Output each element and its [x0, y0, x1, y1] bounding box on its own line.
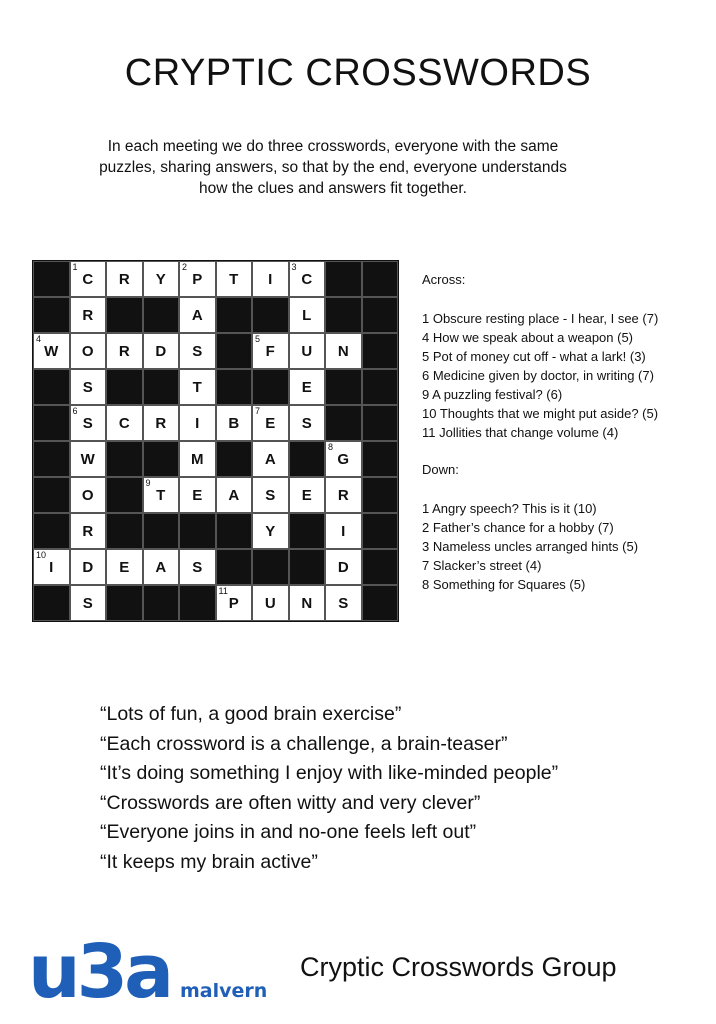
down-clue: 2 Father’s chance for a hobby (7) — [422, 520, 614, 535]
black-square — [252, 369, 289, 405]
cell-letter: S — [265, 486, 276, 504]
black-square — [362, 369, 399, 405]
cell-letter: F — [265, 342, 275, 360]
crossword-cell — [216, 261, 253, 297]
black-square — [325, 405, 362, 441]
black-square — [289, 513, 326, 549]
cell-letter: I — [341, 522, 346, 540]
black-square — [33, 405, 70, 441]
cell-letter: R — [155, 414, 167, 432]
black-square — [362, 441, 399, 477]
intro-line: puzzles, sharing answers, so that by the end, everyone understands — [99, 159, 567, 176]
cell-letter: U — [264, 594, 276, 612]
crossword-cell — [106, 549, 143, 585]
logo-subtitle: malvern — [180, 980, 268, 1002]
cell-letter: U — [301, 342, 313, 360]
crossword-cell — [70, 441, 107, 477]
cell-letter: E — [301, 486, 312, 504]
testimonial-quote: “It’s doing something I enjoy with like-minded people” — [100, 762, 559, 784]
black-square — [143, 585, 180, 621]
testimonial-quote: “Lots of fun, a good brain exercise” — [100, 703, 402, 725]
crossword-cell — [106, 333, 143, 369]
cell-letter: S — [82, 594, 93, 612]
testimonials — [100, 700, 680, 877]
cell-letter: S — [301, 414, 312, 432]
black-square — [33, 513, 70, 549]
cell-letter: W — [80, 450, 95, 468]
crossword-cell — [143, 549, 180, 585]
clue-number: 7 — [255, 406, 261, 416]
crossword-cell — [70, 369, 107, 405]
cell-letter: E — [119, 558, 130, 576]
crossword-cell — [70, 549, 107, 585]
crossword-cell — [216, 405, 253, 441]
crossword-cell — [216, 585, 253, 621]
down-clue-list — [422, 499, 712, 594]
down-clue: 3 Nameless uncles arranged hints (5) — [422, 539, 639, 554]
crossword-cell — [325, 513, 362, 549]
black-square — [106, 297, 143, 333]
clues-panel — [422, 270, 712, 594]
black-square — [143, 297, 180, 333]
crossword-cell — [179, 441, 216, 477]
black-square — [179, 513, 216, 549]
crossword-cell — [70, 297, 107, 333]
across-heading: Across: — [422, 272, 466, 287]
crossword-cell — [70, 585, 107, 621]
cell-letter: G — [337, 450, 350, 468]
cell-letter: R — [82, 522, 94, 540]
crossword-cell — [70, 333, 107, 369]
crossword-cell — [252, 513, 289, 549]
cell-letter: R — [118, 342, 130, 360]
across-clue: 6 Medicine given by doctor, in writing (7) — [422, 368, 654, 383]
cell-letter: M — [191, 450, 204, 468]
black-square — [362, 297, 399, 333]
black-square — [106, 369, 143, 405]
black-square — [362, 585, 399, 621]
black-square — [33, 297, 70, 333]
crossword-cell — [252, 477, 289, 513]
black-square — [106, 441, 143, 477]
black-square — [252, 549, 289, 585]
cell-letter: C — [82, 270, 94, 288]
black-square — [143, 441, 180, 477]
crossword-cell — [70, 513, 107, 549]
crossword-cell — [179, 549, 216, 585]
cell-letter: O — [81, 342, 94, 360]
black-square — [362, 333, 399, 369]
black-square — [362, 261, 399, 297]
cell-letter: O — [81, 486, 94, 504]
cell-letter: B — [228, 414, 240, 432]
crossword-cell — [289, 261, 326, 297]
black-square — [362, 513, 399, 549]
black-square — [33, 261, 70, 297]
crossword-cell — [252, 405, 289, 441]
cell-letter: E — [192, 486, 203, 504]
across-clue-list — [422, 309, 712, 442]
crossword-cell — [33, 333, 70, 369]
cell-letter: S — [338, 594, 349, 612]
black-square — [216, 369, 253, 405]
black-square — [325, 261, 362, 297]
intro-text — [40, 136, 626, 199]
crossword-cell — [252, 333, 289, 369]
down-clue: 7 Slacker’s street (4) — [422, 558, 542, 573]
cell-letter: T — [192, 378, 202, 396]
crossword-grid — [32, 260, 399, 622]
across-clue: 11 Jollities that change volume (4) — [422, 425, 619, 440]
black-square — [179, 585, 216, 621]
cell-letter: I — [268, 270, 273, 288]
crossword-cell — [289, 369, 326, 405]
crossword-cell — [179, 261, 216, 297]
black-square — [362, 477, 399, 513]
crossword-cell — [33, 549, 70, 585]
crossword-cell — [179, 477, 216, 513]
cell-letter: R — [118, 270, 130, 288]
crossword-cell — [252, 585, 289, 621]
clue-number: 1 — [72, 262, 78, 272]
crossword-cell — [179, 405, 216, 441]
u3a-logo — [28, 929, 278, 1015]
intro-line: how the clues and answers fit together. — [199, 180, 467, 197]
black-square — [362, 405, 399, 441]
across-clue: 9 A puzzling festival? (6) — [422, 387, 563, 402]
crossword-cell — [252, 261, 289, 297]
cell-letter: R — [337, 486, 349, 504]
black-square — [106, 585, 143, 621]
cell-letter: S — [82, 414, 93, 432]
down-heading: Down: — [422, 462, 459, 477]
across-clue: 1 Obscure resting place - I hear, I see (7) — [422, 311, 659, 326]
crossword-cell — [289, 405, 326, 441]
black-square — [216, 513, 253, 549]
black-square — [216, 549, 253, 585]
crossword-cell — [289, 333, 326, 369]
crossword-cell — [289, 297, 326, 333]
cell-letter: N — [301, 594, 313, 612]
black-square — [33, 585, 70, 621]
clue-number: 6 — [72, 406, 78, 416]
cell-letter: P — [192, 270, 203, 288]
crossword-cell — [179, 369, 216, 405]
across-clue: 4 How we speak about a weapon (5) — [422, 330, 634, 345]
crossword-cell — [179, 333, 216, 369]
crossword-cell — [70, 477, 107, 513]
cell-letter: C — [118, 414, 130, 432]
black-square — [289, 549, 326, 585]
cell-letter: A — [155, 558, 167, 576]
cell-letter: S — [192, 558, 203, 576]
black-square — [289, 441, 326, 477]
black-square — [143, 369, 180, 405]
cell-letter: S — [82, 378, 93, 396]
clue-number: 5 — [255, 334, 261, 344]
crossword-cell — [325, 441, 362, 477]
cell-letter: A — [191, 306, 203, 324]
down-clue: 8 Something for Squares (5) — [422, 577, 586, 592]
cell-letter: W — [44, 342, 59, 360]
black-square — [33, 441, 70, 477]
across-clue: 10 Thoughts that we might put aside? (5) — [422, 406, 659, 421]
black-square — [33, 477, 70, 513]
crossword-cell — [179, 297, 216, 333]
crossword-cell — [143, 477, 180, 513]
testimonial-quote: “Crosswords are often witty and very clever” — [100, 791, 481, 814]
crossword-cell — [143, 261, 180, 297]
crossword-cell — [70, 405, 107, 441]
cell-letter: E — [301, 378, 312, 396]
crossword-cell — [216, 477, 253, 513]
cell-letter: I — [49, 558, 54, 576]
cell-letter: N — [337, 342, 349, 360]
crossword-cell — [252, 441, 289, 477]
cell-letter: D — [155, 342, 167, 360]
black-square — [33, 369, 70, 405]
clue-number: 2 — [182, 262, 188, 272]
down-clue: 1 Angry speech? This is it (10) — [422, 501, 597, 516]
crossword-cell — [289, 477, 326, 513]
group-name: Cryptic Crosswords Group — [300, 952, 617, 982]
clue-number: 8 — [328, 442, 334, 452]
crossword-cell — [325, 585, 362, 621]
cell-letter: A — [228, 486, 240, 504]
crossword-cell — [143, 333, 180, 369]
clue-number: 3 — [291, 262, 297, 272]
cell-letter: T — [229, 270, 239, 288]
black-square — [216, 297, 253, 333]
black-square — [362, 549, 399, 585]
black-square — [325, 297, 362, 333]
cell-letter: I — [195, 414, 200, 432]
crossword-cell — [143, 405, 180, 441]
black-square — [216, 441, 253, 477]
cell-letter: L — [302, 306, 312, 324]
cell-letter: C — [301, 270, 313, 288]
crossword-cell — [106, 405, 143, 441]
cell-letter: T — [156, 486, 166, 504]
crossword-cell — [70, 261, 107, 297]
testimonial-quote: “Each crossword is a challenge, a brain-teaser” — [100, 732, 508, 755]
cell-letter: Y — [265, 522, 276, 540]
crossword-cell — [325, 333, 362, 369]
crossword-cell — [325, 549, 362, 585]
logo-mark: u3a — [28, 929, 171, 1015]
black-square — [143, 513, 180, 549]
crossword-cell — [289, 585, 326, 621]
black-square — [252, 297, 289, 333]
cell-letter: Y — [155, 270, 166, 288]
testimonial-quote: “Everyone joins in and no-one feels left out” — [100, 821, 477, 843]
cell-letter: E — [265, 414, 276, 432]
testimonial-quote: “It keeps my brain active” — [100, 850, 318, 873]
clue-number: 4 — [36, 334, 42, 344]
black-square — [106, 477, 143, 513]
cell-letter: R — [82, 306, 94, 324]
cell-letter: S — [192, 342, 203, 360]
clue-number: 11 — [218, 586, 228, 596]
cell-letter: D — [337, 558, 349, 576]
page-title: CRYPTIC CROSSWORDS — [124, 52, 592, 94]
clue-number: 10 — [36, 550, 47, 560]
crossword-cell — [325, 477, 362, 513]
black-square — [216, 333, 253, 369]
cell-letter: P — [228, 594, 239, 612]
across-clue: 5 Pot of money cut off - what a lark! (3) — [422, 349, 646, 364]
cell-letter: A — [264, 450, 276, 468]
crossword-cell — [106, 261, 143, 297]
cell-letter: D — [82, 558, 94, 576]
intro-line: In each meeting we do three crosswords, everyone with the same — [107, 138, 559, 155]
black-square — [325, 369, 362, 405]
black-square — [106, 513, 143, 549]
clue-number: 9 — [145, 478, 151, 488]
